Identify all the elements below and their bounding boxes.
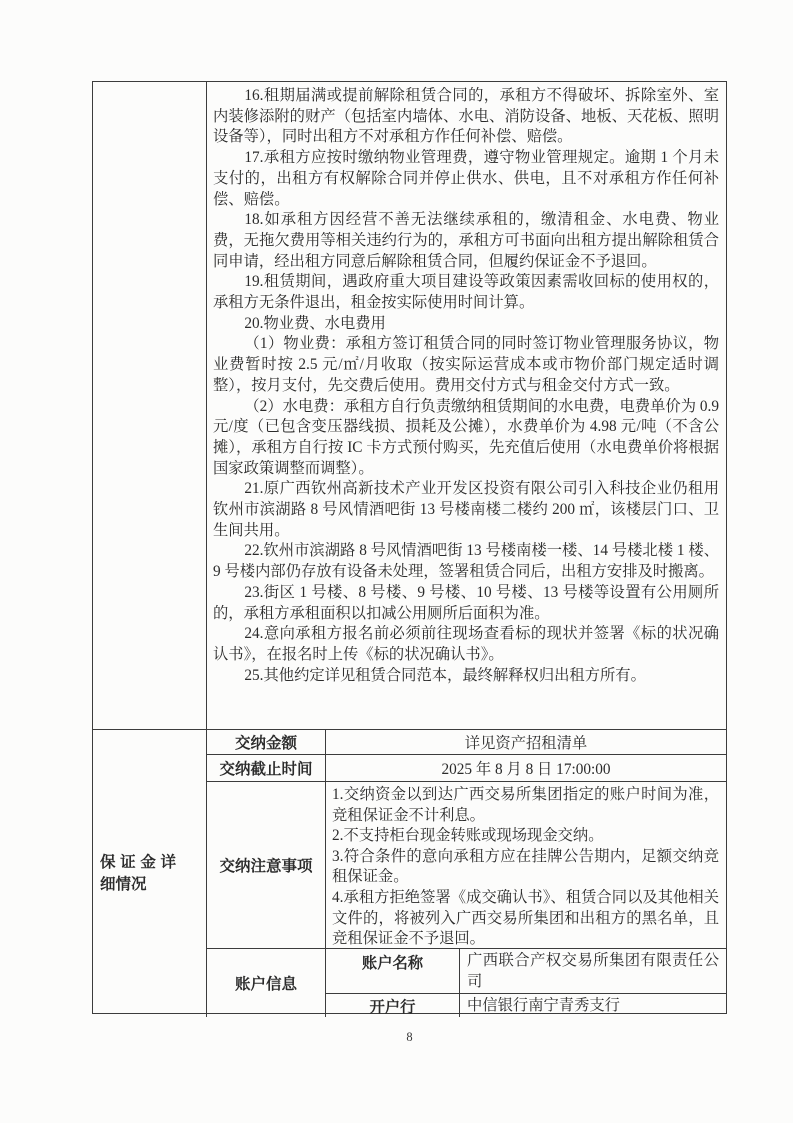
clause-22: 22.钦州市滨湖路 8 号风情酒吧街 13 号楼南楼一楼、14 号楼北楼 1 楼、9 号楼内部仍存放有设备未处理，签署租赁合同后，出租方安排及时搬离。 (213, 542, 719, 581)
deposit-note-4: 4.承租方拒绝签署《成交确认书》、租赁合同以及其他相关文件的，将被列入广西交易所集团和出租方的黑名单，且竞租保证金不予退回。 (332, 888, 719, 948)
bank-label: 开户行 (326, 994, 460, 1017)
account-info-subtable (326, 949, 726, 1017)
deposit-detail-rows (207, 730, 726, 1017)
account-name-row (326, 949, 726, 994)
deposit-section (93, 729, 726, 1017)
clause-16: 16.租期届满或提前解除租赁合同的，承租方不得破坏、拆除室外、室内装修添附的财产（包括室内墙体、水电、消防设备、地板、天花板、照明设备等），同时出租方不对承租方作任何补偿、赔偿。 (213, 87, 719, 146)
deposit-deadline-row (207, 755, 726, 782)
page-number: 8 (406, 1030, 413, 1044)
clause-20-sub-2: （2）水电费：承租方自行负责缴纳租赁期间的水电费，电费单价为 0.9 元/度（已包含变压器线损、损耗及公摊），水费单价为 4.98 元/吨（不含公摊），承租方自行按 IC 卡方式预付购买，先充值后使用（水电费单价将根据国家政策调整而调整）。 (213, 397, 719, 477)
empty-label-cell (93, 82, 207, 729)
deposit-notes-row (207, 782, 726, 949)
account-info-label: 账户信息 (207, 949, 326, 1017)
account-info-row (207, 949, 726, 1017)
clauses-row (93, 82, 726, 729)
deposit-deadline-value: 2025 年 8 月 8 日 17:00:00 (441, 761, 611, 778)
account-name-label: 账户名称 (326, 949, 460, 993)
bank-value: 中信银行南宁青秀支行 (467, 997, 620, 1014)
clause-21: 21.原广西钦州高新技术产业开发区投资有限公司引入科技企业仍租用钦州市滨湖路 8 号风情酒吧街 13 号楼南楼二楼约 200 ㎡，该楼层门口、卫生间共用。 (213, 480, 719, 539)
deposit-amount-value: 详见资产招租清单 (464, 735, 588, 752)
deposit-notes-label: 交纳注意事项 (207, 782, 326, 948)
deposit-section-label-cell (93, 730, 207, 1017)
terms-table (92, 81, 727, 1014)
deposit-note-2: 2.不支持柜台现金转账或现场现金交纳。 (332, 827, 604, 845)
deposit-deadline-label: 交纳截止时间 (207, 755, 326, 781)
deposit-note-1: 1.交纳资金以到达广西交易所集团指定的账户时间为准，竞租保证金不计利息。 (332, 786, 719, 824)
clause-20-sub-1: （1）物业费：承租方签订租赁合同的同时签订物业管理服务协议，物业费暂时按 2.5 元/㎡/月收取（按实际运营成本或市物价部门规定适时调整），按月支付，先交费后使用。费用交付方式与租金交付方式一致。 (213, 335, 719, 394)
bank-row (326, 994, 726, 1017)
account-name-value: 广西联合产权交易所集团有限责任公司 (467, 952, 719, 990)
clause-18: 18.如承租方因经营不善无法继续承租的，缴清租金、水电费、物业费，无拖欠费用等相关违约行为的，承租方可书面向出租方提出解除租赁合同申请，经出租方同意后解除租赁合同，但履约保证金不予退回。 (213, 211, 719, 270)
clause-24: 24.意向承租方报名前必须前往现场查看标的现状并签署《标的状况确认书》，在报名时上传《标的状况确认书》。 (213, 625, 719, 663)
clause-19: 19.租赁期间，遇政府重大项目建设等政策因素需收回标的使用权的，承租方无条件退出，租金按实际使用时间计算。 (213, 273, 719, 312)
deposit-section-label: 保证金详细情况 (100, 853, 176, 893)
clauses-cell (207, 82, 726, 729)
deposit-amount-label: 交纳金额 (207, 730, 326, 754)
deposit-notes-list (326, 782, 726, 948)
clause-17: 17.承租方应按时缴纳物业管理费，遵守物业管理规定。逾期 1 个月未支付的，出租方有权解除合同并停止供水、供电，且不对承租方作任何补偿、赔偿。 (213, 149, 719, 208)
deposit-note-3: 3.符合条件的意向承租方应在挂牌公告期内，足额交纳竞租保证金。 (332, 847, 719, 886)
clause-20: 20.物业费、水电费用 (244, 314, 386, 332)
clause-23: 23.街区 1 号楼、8 号楼、9 号楼、10 号楼、13 号楼等设置有公用厕所的，承租方承租面积以扣减公用厕所后面积为准。 (213, 583, 719, 622)
clause-25: 25.其他约定详见租赁合同范本，最终解释权归出租方所有。 (244, 666, 646, 684)
deposit-amount-row (207, 730, 726, 755)
